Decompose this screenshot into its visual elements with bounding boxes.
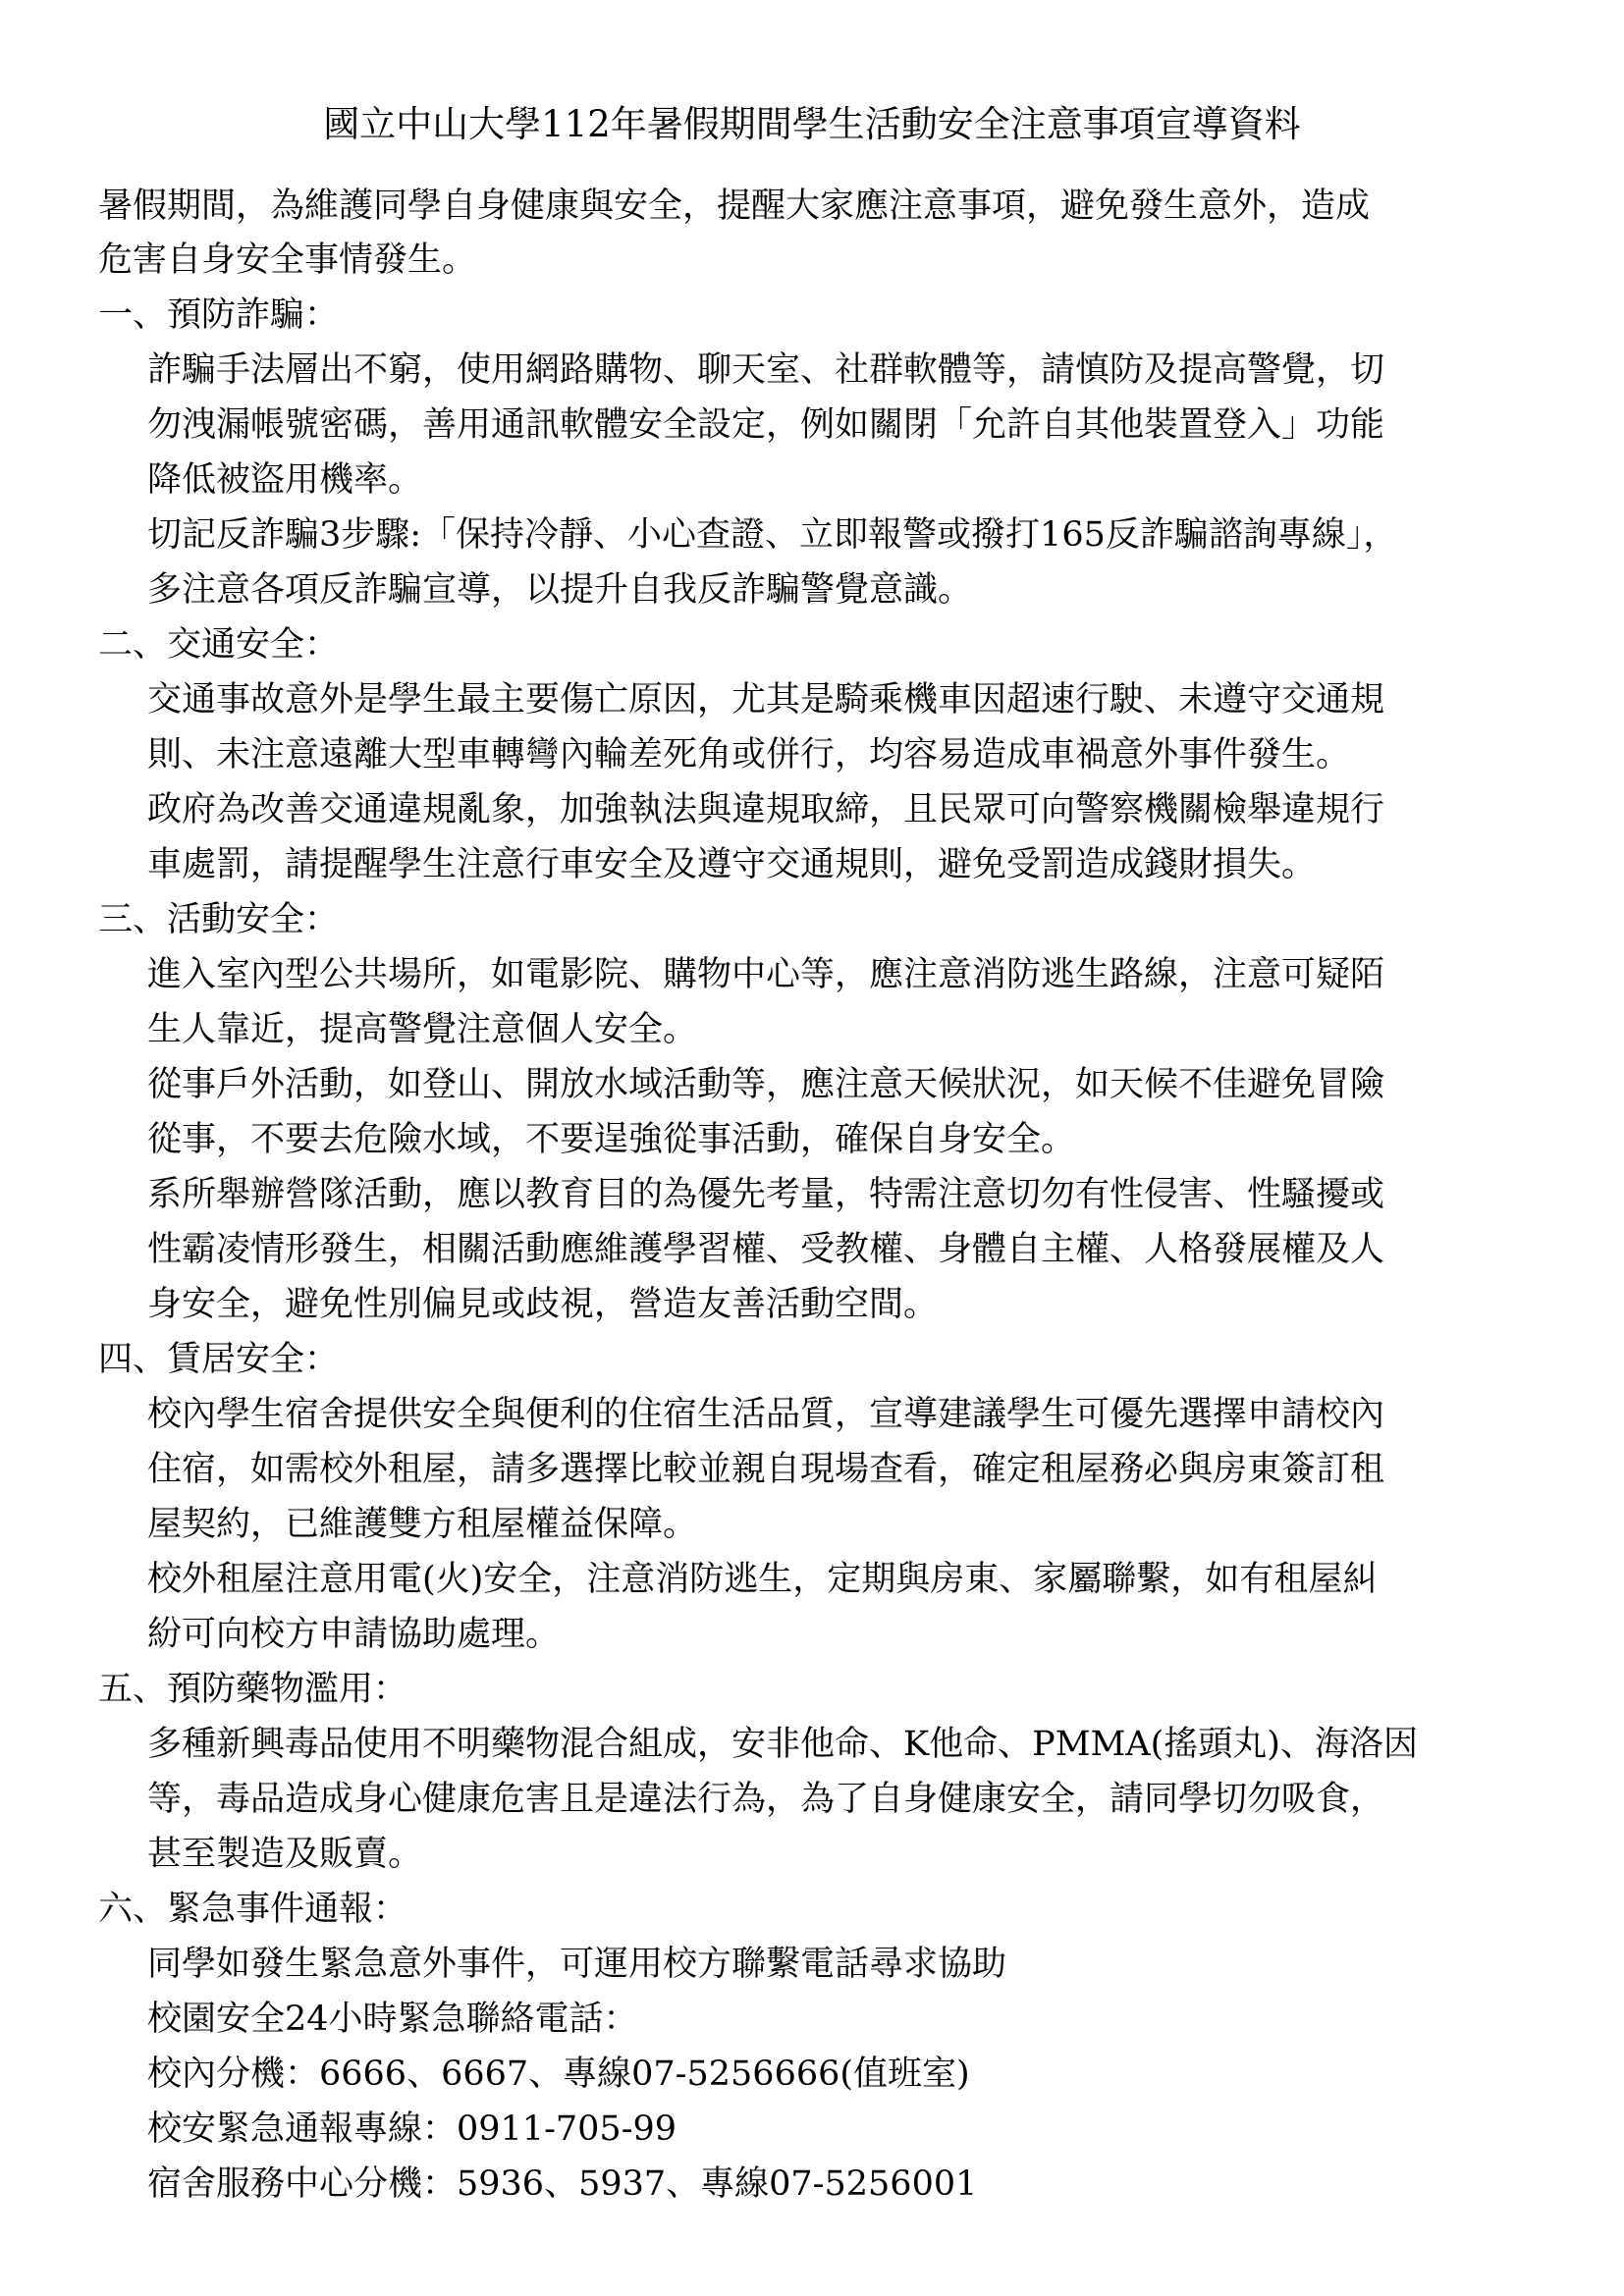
paragraph-line: 從事，不要去危險水域，不要逞強從事活動，確保自身安全。 bbox=[147, 1120, 1076, 1159]
section-heading-drug-abuse-prevention: 五、預防藥物濫用： bbox=[98, 1670, 408, 1709]
paragraph-line: 甚至製造及販賣。 bbox=[147, 1835, 423, 1874]
intro-line: 危害自身安全事情發生。 bbox=[98, 240, 477, 280]
paragraph-line: 屋契約，已維護雙方租屋權益保障。 bbox=[147, 1505, 698, 1544]
section-heading-emergency-reporting: 六、緊急事件通報： bbox=[98, 1890, 408, 1929]
paragraph-line: 從事戶外活動，如登山、開放水域活動等，應注意天候狀況，如天候不佳避免冒險 bbox=[147, 1065, 1385, 1104]
paragraph-line: 詐騙手法層出不窮，使用網路購物、聊天室、社群軟體等，請慎防及提高警覺，切 bbox=[147, 350, 1385, 390]
section-heading-traffic-safety: 二、交通安全： bbox=[98, 625, 340, 665]
paragraph-line: 等，毒品造成身心健康危害且是違法行為，為了自身健康安全，請同學切勿吸食， bbox=[147, 1780, 1385, 1819]
paragraph-line: 政府為改善交通違規亂象，加強執法與違規取締，且民眾可向警察機關檢舉違規行 bbox=[147, 790, 1385, 829]
paragraph-line: 校外租屋注意用電(火)安全，注意消防逃生，定期與房東、家屬聯繫，如有租屋糾 bbox=[147, 1560, 1378, 1599]
section-heading-housing-safety: 四、賃居安全： bbox=[98, 1340, 340, 1379]
paragraph-line: 身安全，避免性別偏見或歧視，營造友善活動空間。 bbox=[147, 1285, 939, 1324]
paragraph-line: 校園安全24小時緊急聯絡電話： bbox=[147, 2000, 638, 2039]
paragraph-line: 則、未注意遠離大型車轉彎內輪差死角或併行，均容易造成車禍意外事件發生。 bbox=[147, 735, 1351, 774]
paragraph-line: 進入室內型公共場所，如電影院、購物中心等，應注意消防逃生路線，注意可疑陌 bbox=[147, 955, 1385, 994]
paragraph-line: 校內學生宿舍提供安全與便利的住宿生活品質，宣導建議學生可優先選擇申請校內 bbox=[147, 1395, 1385, 1434]
paragraph-line: 勿洩漏帳號密碼，善用通訊軟體安全設定，例如關閉「允許自其他裝置登入」功能 bbox=[147, 405, 1385, 445]
contact-line: 宿舍服務中心分機：5936、5937、專線07-5256001 bbox=[147, 2164, 978, 2204]
paragraph-line: 同學如發生緊急意外事件，可運用校方聯繫電話尋求協助 bbox=[147, 1945, 1007, 1984]
intro-line: 暑假期間，為維護同學自身健康與安全，提醒大家應注意事項，避免發生意外，造成 bbox=[98, 187, 1371, 226]
section-heading-fraud-prevention: 一、預防詐騙： bbox=[98, 295, 340, 335]
paragraph-line: 車處罰，請提醒學生注意行車安全及遵守交通規則，避免受罰造成錢財損失。 bbox=[147, 845, 1317, 884]
document-title: 國立中山大學112年暑假期間學生活動安全注意事項宣導資料 bbox=[323, 103, 1301, 145]
paragraph-line: 多注意各項反詐騙宣導，以提升自我反詐騙警覺意識。 bbox=[147, 570, 973, 610]
paragraph-line: 生人靠近，提高警覺注意個人安全。 bbox=[147, 1010, 698, 1049]
paragraph-line: 紛可向校方申請協助處理。 bbox=[147, 1615, 561, 1654]
paragraph-line: 交通事故意外是學生最主要傷亡原因，尤其是騎乘機車因超速行駛、未遵守交通規 bbox=[147, 680, 1385, 720]
paragraph-line: 性霸凌情形發生，相關活動應維護學習權、受教權、身體自主權、人格發展權及人 bbox=[147, 1230, 1385, 1269]
section-heading-activity-safety: 三、活動安全： bbox=[98, 900, 340, 939]
paragraph-line: 切記反詐騙3步驟:「保持冷靜、小心查證、立即報警或撥打165反詐騙諮詢專線」， bbox=[147, 515, 1398, 555]
paragraph-line: 系所舉辦營隊活動，應以教育目的為優先考量，特需注意切勿有性侵害、性騷擾或 bbox=[147, 1175, 1385, 1214]
paragraph-line: 多種新興毒品使用不明藥物混合組成，安非他命、K他命、PMMA(搖頭丸)、海洛因 bbox=[147, 1725, 1418, 1764]
paragraph-line: 降低被盜用機率。 bbox=[147, 460, 423, 500]
contact-line: 校安緊急通報專線：0911-705-99 bbox=[147, 2109, 677, 2149]
paragraph-line: 住宿，如需校外租屋，請多選擇比較並親自現場查看，確定租屋務必與房東簽訂租 bbox=[147, 1450, 1385, 1489]
contact-line: 校內分機：6666、6667、專線07-5256666(值班室) bbox=[147, 2055, 970, 2094]
